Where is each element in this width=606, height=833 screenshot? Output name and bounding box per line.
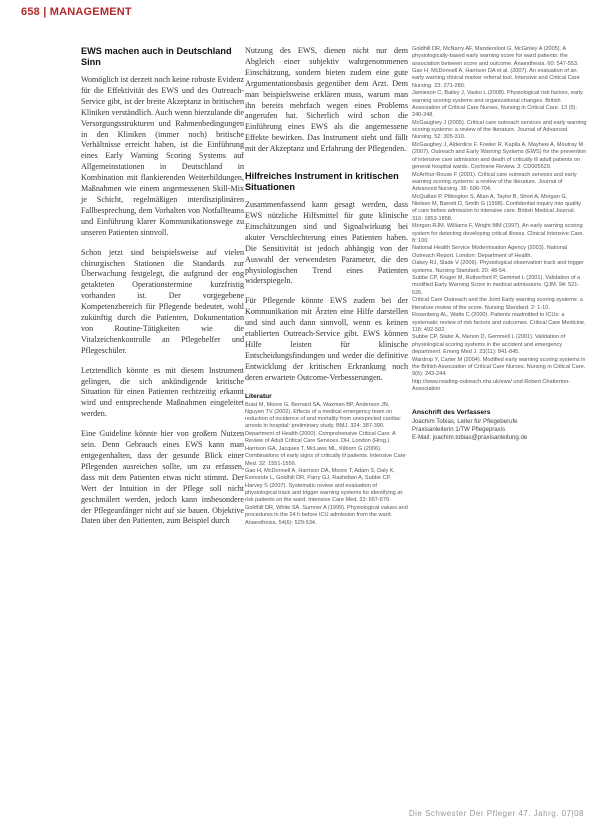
reference-item: McQuillan P, Pilkington S, Allan A, Taylor B, Short A, Morgan G, Nielsen M, Barrett D, Smith G (1998). Confidential inquiry into quality of care before admission to intensive care. British Medical Journal. 316: 1853-1858. <box>412 193 581 222</box>
literature-heading: Literatur <box>245 392 272 400</box>
reference-item: Gao H, McDonnell A, Harrison DA et al. (2007). An evaluation of an early warning clinical marker referral tool. Intensive and Critical Care Nursing. 23: 271-280. <box>412 68 580 89</box>
reference-item: Department of Health (2000). Comprehensive Critical Care: A Review of Adult Critical Care Services. DH, London (Hrsg.). <box>245 431 396 445</box>
reference-item: Jamieson C, Bailey J, Vasko L (2008). Physiological risk factors, early warning scoring systems and organizational changes. British Association of Critical Care Nurses, Nursing in Critical Care. 13 (5): 240-248. <box>412 90 583 119</box>
body-paragraph: Zusammenfassend kann gesagt werden, dass EWS nützliche Hilfsmittel für gute klinische Einschätzungen sind und Signalwirkung bei akuter Verschlechterung eines Patienten haben. Die Sensitivität ist jedoch abhängig von der Auswahl der verwendeten Parameter, die den physiologischen Trend eines Patienten widerspiegeln. <box>245 200 408 286</box>
reference-item: McArthur-Rouse F (2001). Critical care outreach services and early warning scoring systems: a review of the literature. Journal of Advanced Nursing. 36: 696-704. <box>412 171 577 193</box>
address-line: Praxisanleiterin 1/TW Pflegepraxis <box>412 426 506 433</box>
reference-item: Critical Care Outreach and the Joint Early warning scoring systems: a literature review of the score. Nursing Standard. 2: 1-10. <box>412 297 583 311</box>
reference-item: McGaughey J (2005). Critical care outreach services and early warning scoring systems: a review of the literature. Journal of Advanced Nursing. 52: 305-310. <box>412 119 587 141</box>
body-paragraph: Eine Guideline könnte hier von großem Nutzen sein. Denn Gebrauch eines EWS kann man entgegenhalten, dass der gesunde Blick einer Pflegenden ausreichen sollte, um zu erfassen, dass mit dem Patienten etwas nicht stimmt. Der Wert der Intuition in der Pflege soll nicht geschmälert werden, jedoch kann insbesondere der Pflegeanfänger nicht auf sie bauen. Objektive Daten über den Patienten, zum Beispiel durch <box>81 429 244 526</box>
section-name: MANAGEMENT <box>49 6 132 18</box>
body-paragraph: Womöglich ist derzeit noch keine robuste Evidenz für die Effektivität des EWS und des Outreach-Service gibt, ist der breite Akzeptanz in britischen Kliniken verständlich. Auch wenn hierzulande die Versorgungsstrukturen und Rahmenbedingungen in den Kliniken (immer noch) britische Verhältnisse erreicht haben, ist die Einführung eines Early Warning Scoring Systems auf Allgemeinstationen in Deutschland in Kombination mit flankierenden Weiterbildungen, Maßnahmen wie einem angemessenen Skill-Mix je Schicht, regelmäßigen interdisziplinären Fallbesprechung, dem Vorhalten von Notfallteams und Einführung klarer Kommunikationswege zu unseren Patienten sinnvoll. <box>81 75 244 237</box>
address-line: E-Mail: joachim.tobias@praxisanleitung.de <box>412 433 528 441</box>
body-paragraph: Schon jetzt sind beispielsweise auf vielen chirurgischen Stationen die Standards zur Überwachung festgelegt, die aufgrund der eng getakteten Operationstermine kurzfristig vorhanden ist. Der vorgegebene Kompetenzbereich für Pflegende bedeutet, wohl zukünftig durch die Patienten, Dokumentation von Routine-Tätigkeiten wie die Vitalzeichenkontrolle an Pflegehelfer und Pflegeschüler. <box>81 247 244 355</box>
reference-item: http://www.reading-outreach.nhs.uk/ews/ und Robert Chatterton-Association <box>412 378 571 393</box>
reference-item: Goldhill DR, White SA, Sumner A (1999). Physiological values and procedures in the 24 h before ICU admission from the ward. Anaesthesia. 54(6): 529-534. <box>245 504 408 526</box>
body-paragraph: Für Pflegende könnte EWS zudem bei der Kommunikation mit Ärzten eine Hilfe darstellen und sind auch dann sinnvoll, wenn es keinen etablierten Outreach-Service gibt. EWS können Hilfe leisten für klinische Entscheidungsfindungen und weder die definitive Entwicklung der kritischen Erkrankung noch deren erwartete Outcome-Verbesserungen. <box>245 296 408 382</box>
reference-list <box>245 402 408 527</box>
body-paragraph: Nutzung des EWS, dienen nicht nur dem Abgleich einer subjektiv wahrgenommenen Einschätzung, sondern bieten zudem eine gute Argumentationsbasis gegenüber dem Arzt. Dem man beispielsweise erklären muss, warum man ihn bereits mehrfach wegen eines Problems angerufen hat. Sicherlich wird schon die Einführung eines EWS als die angemessene Effekte bewirken. Das Instrument steht und fällt mit der Akzeptanz und Erfahrung der Pflegenden. <box>245 46 408 154</box>
author-address-heading: Anschrift des Verfassers <box>412 409 491 417</box>
reference-item: Harrison GA, Jacques T, McLaws ML, Kilborn G (2006). Combinations of early signs of critically ill patients. Intensive Care Med. 32: 1551-1556. <box>245 445 406 467</box>
reference-item: Rosenberg AL, Watts C (2000). Patients readmitted to ICUs: a systematic review of risk factors and outcomes. Critical Care Medicine. 118: 492-502. <box>412 312 586 333</box>
reference-item: Subbe CP, Slater A, Menon D, Gemmell L (2001). Validation of physiological scoring systems in the accident and emergency department. Emerg Med J. 23(11): 841-845. <box>412 334 566 356</box>
reference-item: McGaughey J, Alderdice F, Fowler R, Kapila A, Mayhew A, Moutray M (2007). Outreach and Early Warning Systems (EWS) for the prevention of intensive care admission and death of critically ill adult patients on general hospital wards. Cochrane Review. 3: CD005529. <box>412 142 587 170</box>
reference-item: Wardrop Y, Carter M (2004). Modified early warning scoring systems in the British Association of Critical Care Nurses. Nursing in Critical Care. 9(6): 243-244. <box>412 356 586 378</box>
reference-item: Morgan RJM, Williams F, Wright MM (1997). An early warning scoring system for detecting developing critical illness. Clinical Intensive Care. 8: 100. <box>412 223 585 244</box>
reference-item: Buist M, Moore G, Bernard SA, Waxman BP, Anderson JN, Nguyen TV (2002). Effects of a medical emergency team on reduction of incidence of and mortality from unexpected cardiac arrests in hospital: preliminary study. BMJ. 324: 387-390. <box>245 401 401 430</box>
page-number: 658 <box>21 6 40 18</box>
author-address <box>412 418 587 441</box>
column-2 <box>245 46 408 527</box>
body-paragraph: Letztendlich könnte es mit diesem Instrument gelingen, die sich ankündigende kritische Situation für einen Patienten rechtzeitig erkannt wird und entsprechende Maßnahmen eingeleitet werden. <box>81 365 244 419</box>
column-1 <box>81 46 244 536</box>
address-line: Joachim Tobias, Leiter für Pflegeberufe <box>412 418 518 426</box>
reference-item: Gao H, McDonnell A, Harrison DA, Moore T, Adam S, Daly K, Esmonde L, Goldhill DR, Parry GJ, Rashidian A, Subbe CP, Harvey S (2007). Systematic review and evaluation of physiological track and trigger warning systems for identifying at-risk patients on the ward. Intensive Care Med. 33: 667-679. <box>245 468 404 504</box>
reference-item: Oakey RJ, Slade V (2006). Physiological observation track and trigger systems. Nursing Standard. 20: 48-54. <box>412 260 584 274</box>
column-3 <box>412 46 587 441</box>
section-heading-ews: EWS machen auch in Deutschland Sinn <box>81 46 232 67</box>
reference-item: Goldhill DR, McNarry AF, Mandersloot G, McGinley A (2005). A physiologically-based early warning score for ward patients: the association between score and outcome. Anaesthesia. 60: 547-553. <box>412 46 579 67</box>
reference-list <box>412 46 587 393</box>
reference-item: National Health Service Modernisation Agency (2003). National Outreach Report. London: Department of Health. <box>412 245 568 259</box>
reference-item: Subbe CP, Kruger M, Rutherford P, Gemmel L (2001). Validation of a modified Early Warning Score in medical admissions. QJM. 94: 521-526. <box>412 275 581 296</box>
section-heading-instrument: Hilfreiches Instrument in kritischen Situationen <box>245 171 399 193</box>
page-footer: Die Schwester Der Pfleger 47. Jahrg. 07|08 <box>408 809 584 818</box>
header-separator: | <box>39 6 50 18</box>
running-header <box>21 6 132 18</box>
